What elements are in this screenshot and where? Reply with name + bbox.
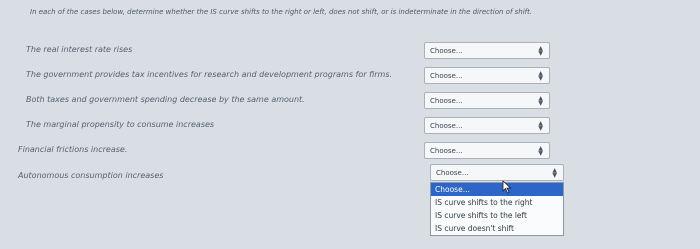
select-value: Choose...	[430, 121, 463, 130]
row-label-financial-frictions: Financial frictions increase.	[18, 145, 128, 154]
dropdown-option-right[interactable]: IS curve shifts to the right	[435, 198, 533, 207]
select-taxes-spending[interactable]	[424, 92, 550, 109]
select-tax-incentives[interactable]	[424, 67, 550, 84]
row-label-tax-incentives: The government provides tax incentives for research and development programs for firms.	[26, 70, 393, 79]
select-value: Choose...	[430, 146, 463, 155]
row-label-real-interest: The real interest rate rises	[26, 45, 133, 54]
select-arrows-icon: ▲ ▼	[538, 45, 543, 57]
select-arrows-icon: ▲ ▼	[538, 95, 543, 107]
select-arrows-icon: ▲ ▼	[538, 120, 543, 132]
mouse-cursor-icon	[502, 180, 512, 194]
select-real-interest[interactable]	[424, 42, 550, 59]
row-label-mpc: The marginal propensity to consume increases	[26, 120, 215, 129]
select-arrows-icon: ▲ ▼	[538, 145, 543, 157]
row-label-taxes-spending: Both taxes and government spending decrease by the same amount.	[26, 95, 305, 104]
select-financial-frictions[interactable]	[424, 142, 550, 159]
dropdown-list	[430, 182, 564, 236]
dropdown-option-left[interactable]: IS curve shifts to the left	[435, 211, 527, 220]
dropdown-option-choose[interactable]: Choose...	[431, 183, 563, 196]
dropdown-option-no-shift[interactable]: IS curve doesn't shift	[435, 224, 514, 233]
instruction-text: In each of the cases below, determine whether the IS curve shifts to the right or left, does not shift, or is indeterminate in the direction of shift.	[30, 8, 533, 16]
select-arrows-icon: ▲ ▼	[538, 70, 543, 82]
row-label-autonomous-consumption: Autonomous consumption increases	[18, 171, 164, 180]
select-value: Choose...	[436, 168, 469, 177]
select-autonomous-consumption[interactable]	[430, 164, 564, 181]
select-value: Choose...	[430, 96, 463, 105]
select-arrows-icon: ▲ ▼	[552, 167, 557, 179]
select-value: Choose...	[430, 46, 463, 55]
select-mpc[interactable]	[424, 117, 550, 134]
select-value: Choose...	[430, 71, 463, 80]
